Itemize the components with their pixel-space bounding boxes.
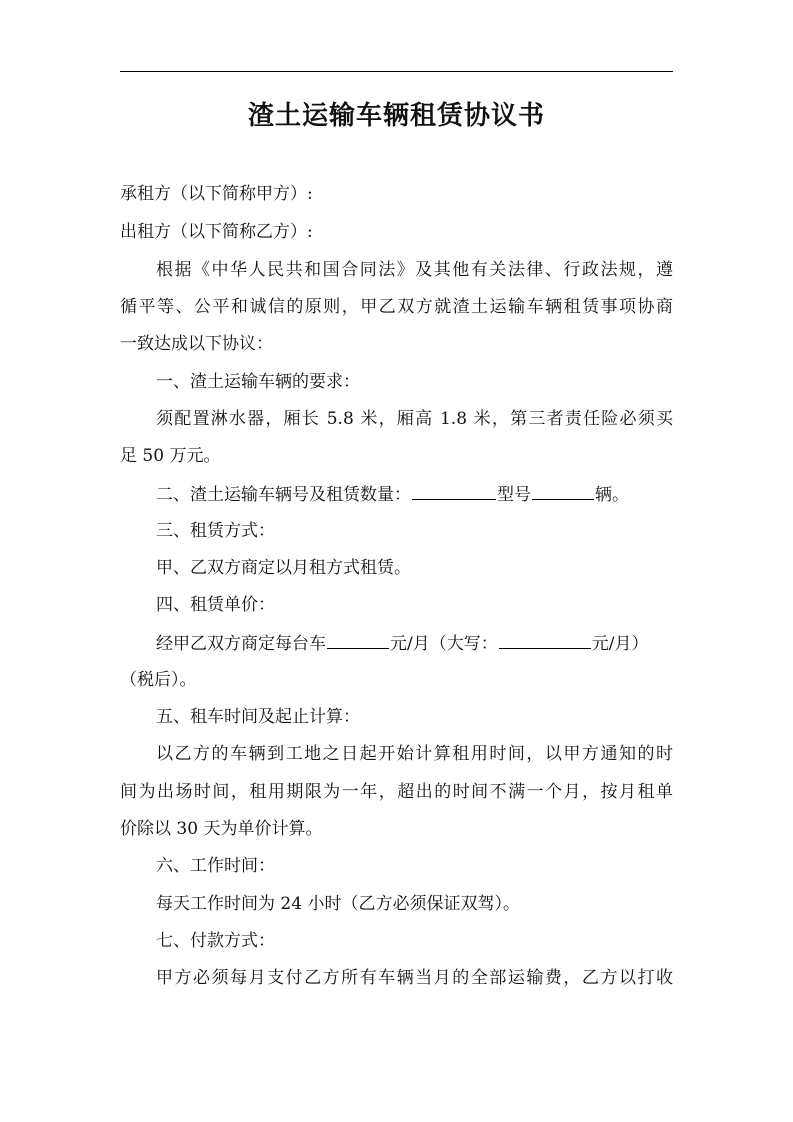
preamble-line-3: 一致达成以下协议： (120, 334, 273, 354)
section6-heading: 六、工作时间： (156, 856, 275, 876)
preamble-line-1: 根据《中华人民共和国合同法》及其他有关法律、行政法规，遵 (156, 260, 673, 280)
section1-body-line-2: 足 50 万元。 (120, 446, 221, 466)
party-b-line: 出租方（以下简称乙方）: (120, 222, 313, 242)
price-prefix: 经甲乙双方商定每台车 (156, 634, 326, 654)
section5-body-line-2: 间为出场时间，租用期限为一年，超出的时间不满一个月，按月租单 (120, 782, 673, 802)
section2-line (156, 481, 673, 507)
section5-body-line-1: 以乙方的车辆到工地之日起开始计算租用时间，以甲方通知的时 (156, 744, 673, 764)
section3-body: 甲、乙双方商定以月租方式租赁。 (156, 558, 411, 578)
section7-heading: 七、付款方式： (156, 931, 275, 951)
section6-body: 每天工作时间为 24 小时（乙方必须保证双驾）。 (156, 894, 520, 914)
section4-price-line (156, 630, 673, 656)
document-title: 渣土运输车辆租赁协议书 (247, 101, 545, 131)
section5-body-line-3: 价除以 30 天为单价计算。 (120, 819, 323, 839)
section7-body-line-1: 甲方必须每月支付乙方所有车辆当月的全部运输费，乙方以打收 (156, 968, 673, 988)
vehicle-number-blank[interactable] (412, 481, 496, 500)
section5-heading: 五、租车时间及起止计算： (156, 707, 360, 727)
section1-body-line-1: 须配置淋水器，厢长 5.8 米，厢高 1.8 米，第三者责任险必须买 (156, 409, 673, 429)
price-unit-1: 元/月（大写： (390, 634, 498, 654)
section3-heading: 三、租赁方式： (156, 521, 275, 541)
party-a-line: 承租方（以下简称甲方）: (120, 184, 313, 204)
model-blank[interactable] (532, 481, 594, 500)
price-unit-2: 元/月） (591, 634, 649, 654)
preamble-line-2: 循平等、公平和诚信的原则，甲乙双方就渣土运输车辆租赁事项协商 (120, 297, 673, 317)
section4-note: （税后）。 (120, 670, 197, 690)
model-label: 型号 (497, 485, 531, 505)
monthly-price-blank[interactable] (327, 630, 389, 649)
section1-heading: 一、渣土运输车辆的要求： (156, 372, 360, 392)
section4-heading: 四、租赁单价： (156, 595, 275, 615)
price-in-words-blank[interactable] (499, 630, 591, 649)
header-rule (120, 71, 673, 72)
vehicle-unit: 辆。 (595, 485, 629, 505)
section2-heading: 二、渣土运输车辆号及租赁数量： (156, 485, 411, 505)
